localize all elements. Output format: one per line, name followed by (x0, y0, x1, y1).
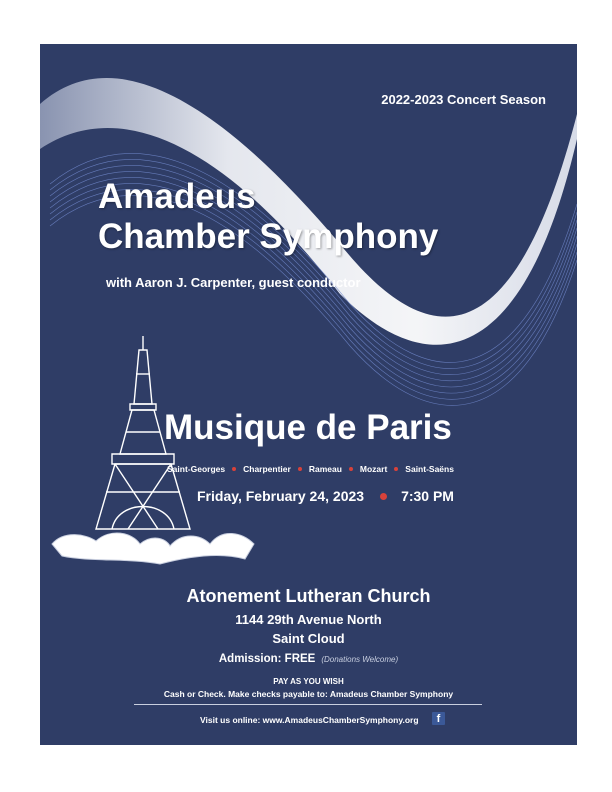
bullet-dot-icon (380, 493, 387, 500)
admission-label: Admission: FREE (218, 653, 316, 665)
payment-details: Cash or Check. Make checks payable to: Amadeus Chamber Symphony (163, 689, 454, 699)
donations-note: (Donations Welcome) (321, 655, 399, 664)
payment-heading: PAY AS YOU WISH (273, 677, 344, 686)
composer-list (167, 464, 454, 474)
concert-poster (40, 44, 577, 745)
program-title: Musique de Paris (164, 408, 452, 447)
composer-3: Rameau (308, 464, 342, 474)
composer-2: Charpentier (243, 464, 291, 474)
bullet-dot-icon (232, 467, 236, 471)
footer-divider (134, 704, 482, 705)
guest-conductor-line: with Aaron J. Carpenter, guest conductor (106, 275, 361, 290)
date-time-line (197, 488, 454, 504)
composer-5: Saint-Saëns (405, 464, 454, 474)
bullet-dot-icon (349, 467, 353, 471)
composer-4: Mozart (359, 464, 388, 474)
bullet-dot-icon (298, 467, 302, 471)
composer-1: Saint-Georges (167, 464, 226, 474)
website-link[interactable]: Visit us online: www.AmadeusChamberSymphony.org (200, 715, 419, 725)
title-line-1: Amadeus (98, 177, 256, 216)
venue-name: Atonement Lutheran Church (186, 586, 431, 606)
season-label: 2022-2023 Concert Season (381, 92, 546, 107)
concert-date: Friday, February 24, 2023 (197, 488, 365, 504)
admission-line (40, 653, 577, 665)
bullet-dot-icon (394, 467, 398, 471)
title-line-2: Chamber Symphony (98, 217, 439, 256)
facebook-icon[interactable]: f (432, 712, 445, 725)
venue-city: Saint Cloud (272, 631, 345, 646)
orchestra-title (98, 177, 438, 257)
concert-time: 7:30 PM (401, 488, 454, 504)
venue-street: 1144 29th Avenue North (235, 612, 382, 627)
